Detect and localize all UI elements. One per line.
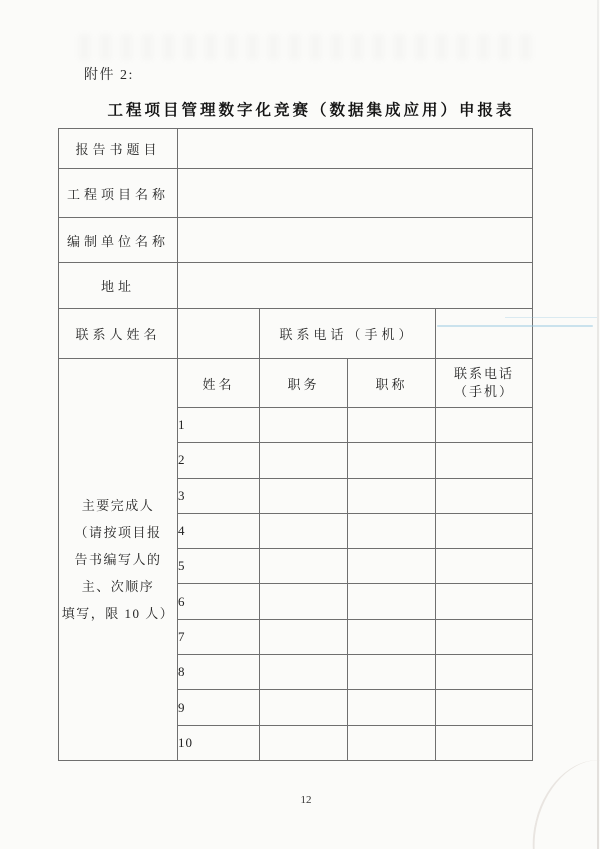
person-position-cell xyxy=(260,513,348,548)
row-number-cell: 1 xyxy=(178,408,260,443)
project-name-label-cell: 工程项目名称 xyxy=(59,169,178,218)
table-row xyxy=(59,129,533,169)
person-position-cell xyxy=(260,655,348,690)
row-number-cell: 9 xyxy=(178,690,260,725)
person-title-cell xyxy=(348,619,436,654)
person-position-cell xyxy=(260,549,348,584)
scan-edge xyxy=(597,0,599,849)
column-header-name: 姓名 xyxy=(178,359,260,408)
person-position-cell xyxy=(260,443,348,478)
completers-label-line: 填写，限 10 人） xyxy=(61,605,175,621)
person-title-cell xyxy=(348,478,436,513)
person-position-cell xyxy=(260,408,348,443)
person-phone-cell xyxy=(436,443,533,478)
address-input-cell xyxy=(178,263,533,309)
project-name-input-cell xyxy=(178,169,533,218)
completers-label-line: 主、次顺序 xyxy=(81,578,155,594)
person-title-cell xyxy=(348,443,436,478)
person-title-cell xyxy=(348,408,436,443)
attachment-label: 附件 2: xyxy=(84,68,134,83)
table-header-row xyxy=(59,359,533,408)
person-phone-cell xyxy=(436,513,533,548)
person-position-cell xyxy=(260,619,348,654)
row-number-cell: 3 xyxy=(178,478,260,513)
completers-label-line: （请按项目报 xyxy=(74,524,162,540)
scan-artifact-line xyxy=(505,317,597,318)
person-position-cell xyxy=(260,725,348,760)
column-header-phone-line: （手机） xyxy=(453,384,514,399)
row-number-cell: 6 xyxy=(178,584,260,619)
person-phone-cell xyxy=(436,690,533,725)
person-phone-cell xyxy=(436,725,533,760)
person-title-cell xyxy=(348,584,436,619)
person-title-cell xyxy=(348,690,436,725)
person-phone-cell xyxy=(436,655,533,690)
table-row xyxy=(59,263,533,309)
scan-artifact-line xyxy=(437,325,593,327)
scan-bleed-through-artifact xyxy=(78,34,538,60)
address-label-cell: 地址 xyxy=(59,263,178,309)
column-header-professional-title: 职称 xyxy=(348,359,436,408)
person-title-cell xyxy=(348,725,436,760)
column-header-position: 职务 xyxy=(260,359,348,408)
report-title-label-cell: 报告书题目 xyxy=(59,129,178,169)
row-number-cell: 8 xyxy=(178,655,260,690)
person-phone-cell xyxy=(436,619,533,654)
person-position-cell xyxy=(260,584,348,619)
person-title-cell xyxy=(348,549,436,584)
completers-label-line: 告书编写人的 xyxy=(74,551,162,567)
page-number: 12 xyxy=(300,794,312,806)
row-number-cell: 4 xyxy=(178,513,260,548)
row-number-cell: 7 xyxy=(178,619,260,654)
person-position-cell xyxy=(260,690,348,725)
column-header-phone xyxy=(436,359,533,408)
application-form-table xyxy=(58,128,533,761)
unit-name-input-cell xyxy=(178,218,533,263)
main-completers-label-cell xyxy=(59,359,178,761)
person-phone-cell xyxy=(436,478,533,513)
row-number-cell: 10 xyxy=(178,725,260,760)
row-number-cell: 2 xyxy=(178,443,260,478)
person-phone-cell xyxy=(436,549,533,584)
table-row xyxy=(59,218,533,263)
form-title: 工程项目管理数字化竞赛（数据集成应用）申报表 xyxy=(107,102,515,119)
contact-phone-label-cell: 联系电话（手机） xyxy=(260,309,436,359)
report-title-input-cell xyxy=(178,129,533,169)
person-phone-cell xyxy=(436,584,533,619)
contact-name-input-cell xyxy=(178,309,260,359)
unit-name-label-cell: 编制单位名称 xyxy=(59,218,178,263)
contact-phone-input-cell xyxy=(436,309,533,359)
row-number-cell: 5 xyxy=(178,549,260,584)
contact-name-label-cell: 联系人姓名 xyxy=(59,309,178,359)
table-row xyxy=(59,309,533,359)
person-phone-cell xyxy=(436,408,533,443)
person-title-cell xyxy=(348,655,436,690)
completers-label-line: 主要完成人 xyxy=(81,497,155,513)
table-row xyxy=(59,169,533,218)
person-position-cell xyxy=(260,478,348,513)
person-title-cell xyxy=(348,513,436,548)
column-header-phone-line: 联系电话 xyxy=(453,366,514,381)
